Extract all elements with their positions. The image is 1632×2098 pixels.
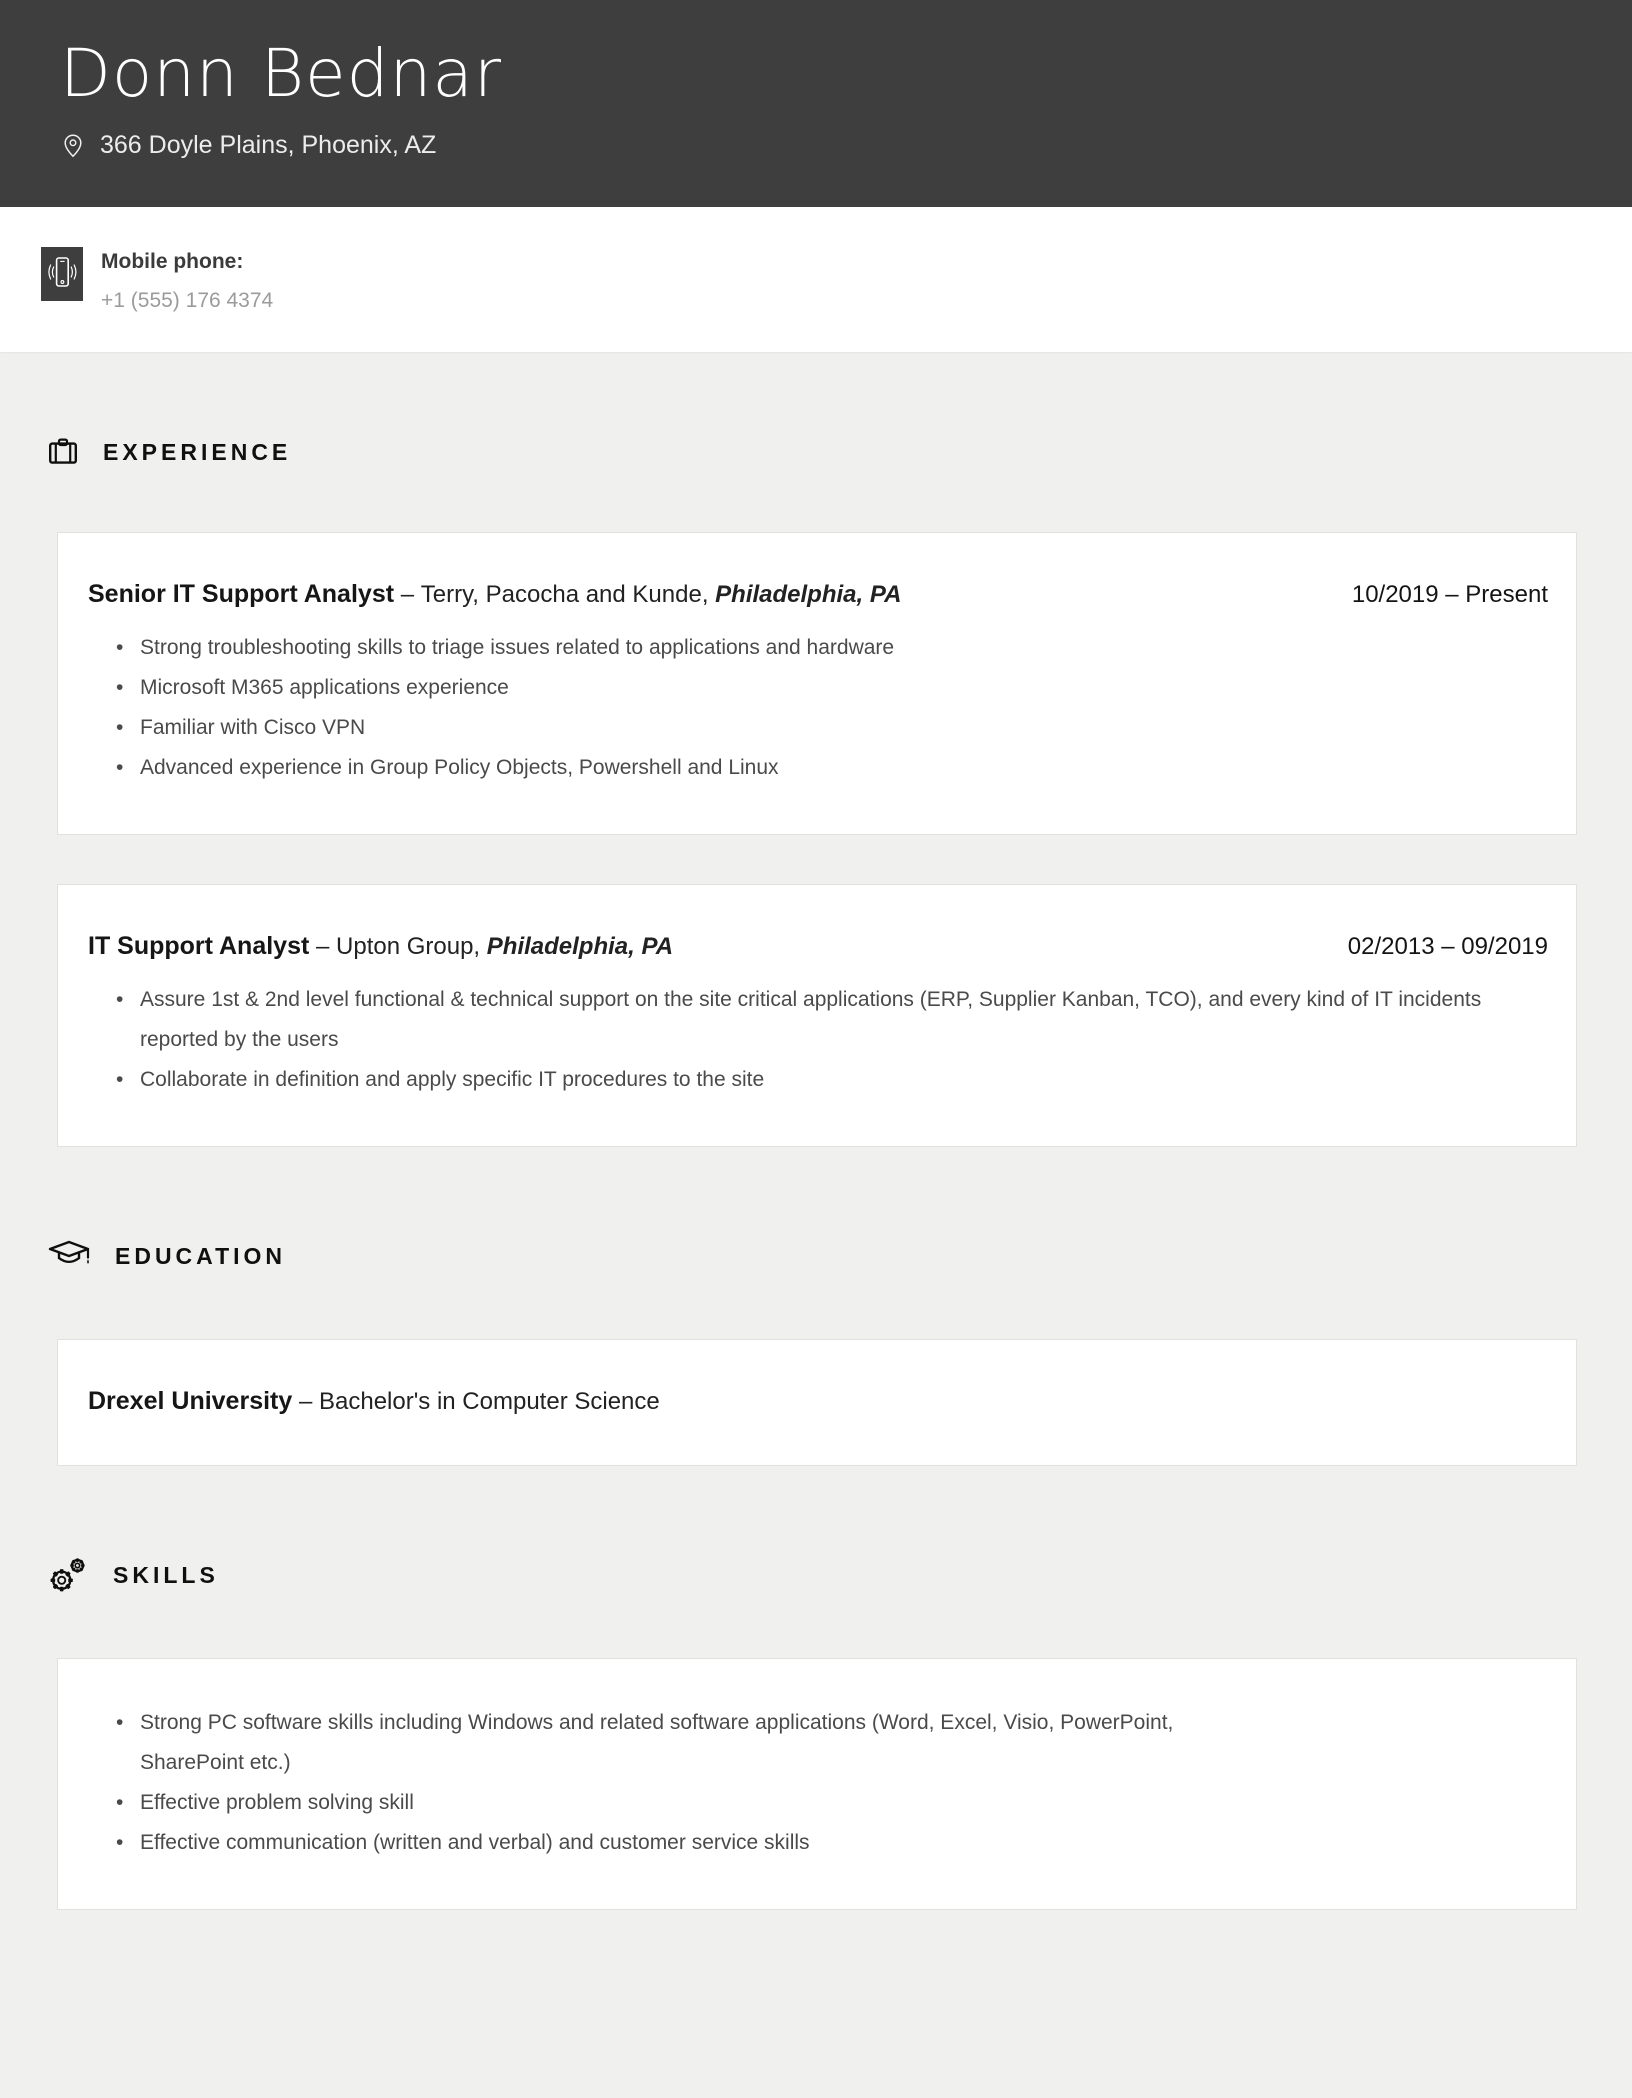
graduation-cap-icon [47, 1237, 91, 1275]
degree-name: Bachelor's in Computer Science [318, 1388, 660, 1415]
education-card [57, 1339, 1577, 1466]
contact-value: +1 (555) 176 4374 [101, 289, 274, 312]
section-header-experience [47, 436, 1577, 468]
person-name: Donn Bednar [60, 35, 502, 112]
section-title-experience: EXPERIENCE [103, 438, 292, 465]
section-title-education: EDUCATION [115, 1242, 287, 1269]
experience-card-1 [57, 532, 1577, 835]
job-dates-2: 02/2013 – 09/2019 [1347, 933, 1548, 960]
page-header [0, 0, 1632, 207]
section-header-skills [47, 1556, 1577, 1594]
bullet-item: • Advanced experience in Group Policy Objects, Powershell and Linux [88, 748, 1548, 788]
section-title-skills: SKILLS [113, 1561, 219, 1588]
bullet-item: • Microsoft M365 applications experience [88, 668, 1548, 708]
contact-text-block [101, 247, 273, 315]
job-company: Terry, Pacocha and Kunde, [420, 581, 709, 608]
experience-card-2 [57, 884, 1577, 1147]
section-header-education [47, 1237, 1577, 1275]
bullet-item: • Familiar with Cisco VPN [88, 708, 1548, 748]
job-title-2 [88, 929, 673, 964]
experience-section [57, 532, 1577, 1147]
experience-card-1-head [88, 577, 1548, 612]
job-dates-1: 10/2019 – Present [1351, 581, 1548, 608]
skills-bullets [88, 1703, 1548, 1863]
bullet-item: • Assure 1st & 2nd level functional & technical support on the site critical applications (ERP, Supplier Kanban, TCO), and every kind of IT incidents reported by the users [88, 980, 1548, 1060]
location-pin-icon [60, 132, 86, 159]
job-role: Senior IT Support Analyst [88, 580, 395, 608]
job-role: IT Support Analyst [88, 932, 310, 960]
contact-label: Mobile phone: [101, 250, 244, 273]
bullet-item: • Effective problem solving skill [88, 1783, 1548, 1823]
education-separator: – [298, 1388, 313, 1415]
phone-icon-tile [41, 247, 83, 301]
job-location: Philadelphia, PA [715, 581, 902, 608]
job-location: Philadelphia, PA [486, 933, 674, 960]
location-text: 366 Doyle Plains, Phoenix, AZ [100, 131, 437, 159]
contact-bar [0, 207, 1632, 352]
main-content [0, 436, 1632, 1910]
education-title [88, 1384, 1548, 1419]
skills-card [57, 1658, 1577, 1910]
job-company: Upton Group, [336, 933, 481, 960]
job-separator: – [400, 581, 415, 608]
gears-icon [47, 1556, 89, 1594]
experience-card-2-head [88, 929, 1548, 964]
school-name: Drexel University [88, 1387, 293, 1415]
bullet-item: • Strong PC software skills including Windows and related software applications (Word, Excel, Visio, PowerPoint, SharePoint etc.) [88, 1703, 1253, 1783]
education-section [57, 1339, 1577, 1466]
job-bullets-1 [88, 628, 1548, 788]
job-separator: – [315, 933, 330, 960]
location-row [60, 131, 1592, 160]
bullet-item: • Collaborate in definition and apply specific IT procedures to the site [88, 1060, 1548, 1100]
skills-section [57, 1658, 1577, 1910]
bullet-item: • Effective communication (written and verbal) and customer service skills [88, 1823, 1548, 1863]
job-bullets-2 [88, 980, 1548, 1100]
mobile-phone-icon [47, 254, 77, 295]
job-title-1 [88, 577, 901, 612]
bullet-item: • Strong troubleshooting skills to triage issues related to applications and hardware [88, 628, 1548, 668]
briefcase-icon [47, 436, 79, 468]
